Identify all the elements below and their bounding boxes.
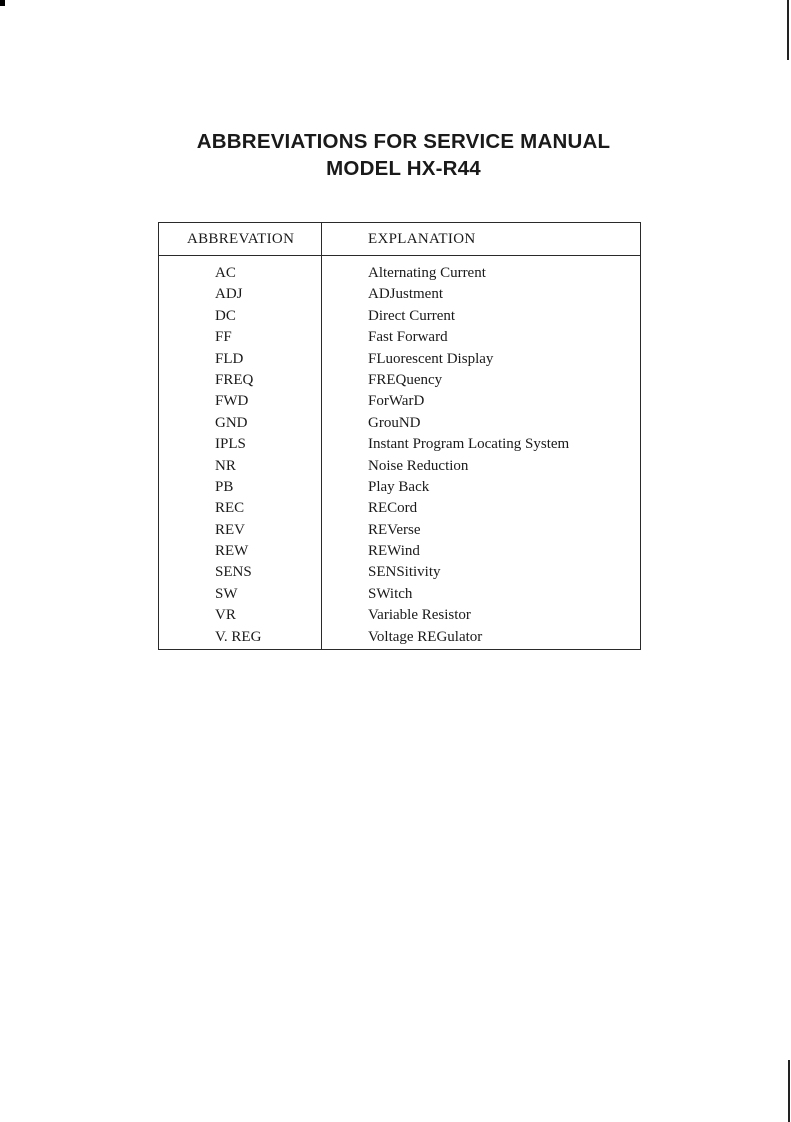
abbreviation-cell: FREQ	[215, 371, 254, 388]
table-row	[159, 434, 640, 455]
explanation-cell: Alternating Current	[368, 265, 486, 281]
table-row	[159, 498, 640, 519]
table-row	[159, 520, 640, 541]
explanation-cell: Variable Resistor	[368, 607, 471, 624]
table-row	[159, 584, 640, 605]
abbreviation-cell: ADJ	[215, 286, 243, 303]
explanation-cell: ForWarD	[368, 393, 425, 410]
table-row	[159, 456, 640, 477]
table-row	[159, 263, 640, 284]
table-row	[159, 605, 640, 626]
model-title: MODEL HX-R44	[326, 157, 481, 180]
abbreviation-cell: SENS	[215, 564, 252, 581]
table-row	[159, 349, 640, 370]
header-explanation: EXPLANATION	[368, 231, 476, 247]
explanation-cell: Noise Reduction	[368, 457, 469, 474]
scan-mark	[0, 0, 5, 6]
explanation-cell: FLuorescent Display	[368, 350, 494, 367]
abbreviation-cell: REW	[215, 543, 249, 560]
table-row	[159, 477, 640, 498]
explanation-cell: Fast Forward	[368, 329, 448, 346]
abbreviation-cell: PB	[215, 478, 234, 495]
table-row	[159, 562, 640, 583]
explanation-cell: GrouND	[368, 414, 421, 431]
table-row	[159, 413, 640, 434]
explanation-cell: REWind	[368, 543, 420, 560]
table-row	[159, 370, 640, 391]
abbreviation-cell: VR	[215, 607, 236, 624]
explanation-cell: FREQuency	[368, 371, 443, 388]
abbreviation-cell: V. REG	[215, 628, 262, 645]
abbreviation-cell: AC	[215, 265, 236, 281]
page-title: ABBREVIATIONS FOR SERVICE MANUAL	[196, 130, 611, 153]
abbreviation-cell: SW	[215, 585, 238, 602]
header-abbreviation: ABBREVATION	[187, 231, 295, 247]
explanation-cell: SWitch	[368, 585, 413, 602]
explanation-cell: RECord	[368, 500, 418, 517]
abbreviation-cell: FF	[215, 329, 232, 346]
table-row	[159, 327, 640, 348]
explanation-cell: Instant Program Locating System	[368, 436, 570, 453]
table-row	[159, 627, 640, 648]
abbreviation-cell: FLD	[215, 350, 244, 367]
explanation-cell: Voltage REGulator	[368, 628, 483, 645]
explanation-cell: Direct Current	[368, 307, 456, 324]
abbreviation-cell: NR	[215, 457, 236, 474]
abbreviation-cell: IPLS	[215, 436, 246, 453]
abbreviations-table	[158, 222, 641, 650]
table-row	[159, 391, 640, 412]
abbreviation-cell: FWD	[215, 393, 249, 410]
header-divider	[159, 255, 640, 256]
abbreviation-cell: REC	[215, 500, 245, 517]
explanation-cell: REVerse	[368, 521, 421, 538]
table-row	[159, 541, 640, 562]
abbreviation-cell: REV	[215, 521, 245, 538]
scan-edge-line	[787, 0, 789, 60]
explanation-cell: Play Back	[368, 478, 430, 495]
abbreviation-cell: GND	[215, 414, 248, 431]
scan-edge-line	[788, 1060, 790, 1122]
explanation-cell: SENSitivity	[368, 564, 441, 581]
table-row	[159, 284, 640, 305]
table-row	[159, 306, 640, 327]
table-body	[159, 263, 640, 648]
abbreviation-cell: DC	[215, 307, 236, 324]
explanation-cell: ADJustment	[368, 286, 443, 303]
